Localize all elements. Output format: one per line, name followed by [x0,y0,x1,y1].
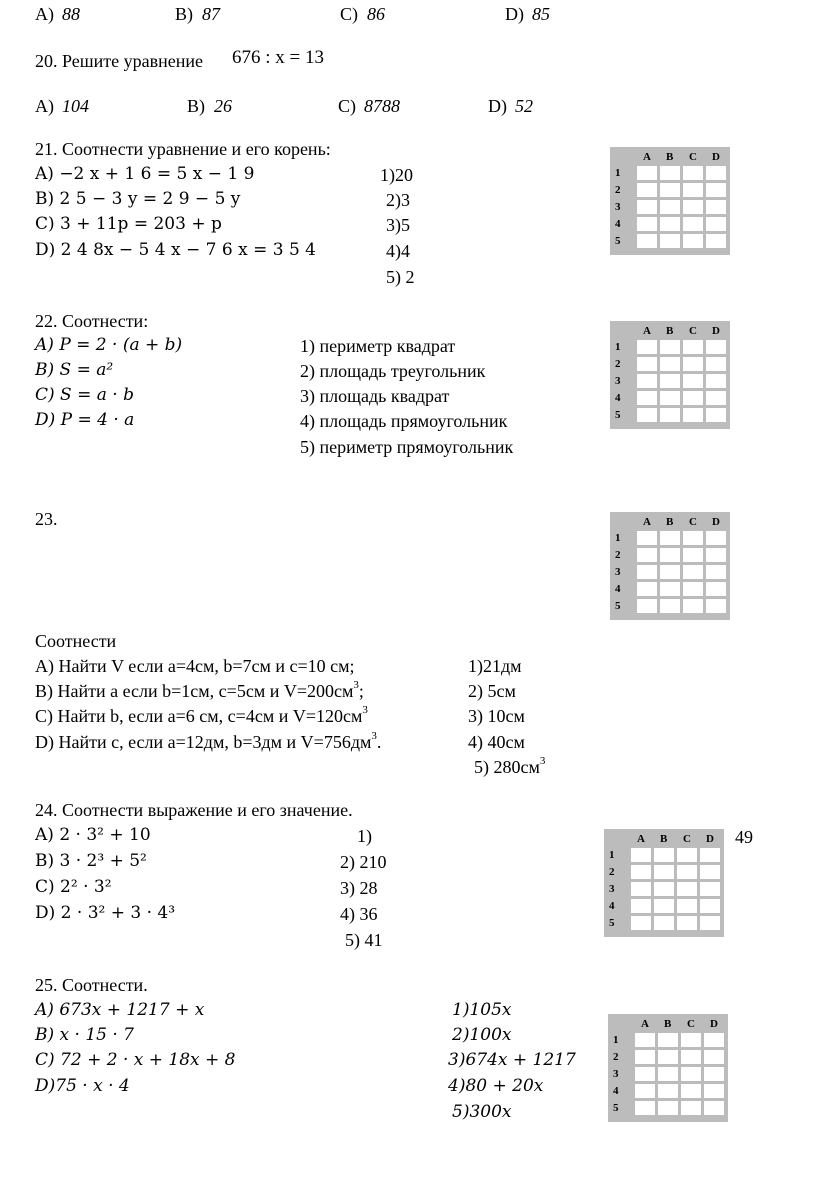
q19-b: 87 [202,4,220,24]
q24-answer-grid [604,829,724,937]
q21-title: 21. Соотнести уравнение и его корень: [35,139,331,159]
q23-number: 23. [35,509,58,529]
q20-b: 26 [214,96,232,116]
q25-right-4: 4)80 + 20x [448,1076,544,1096]
grid-cell [637,357,657,371]
grid-row-label: 2 [615,184,621,196]
q21-right-4: 4)4 [386,241,410,261]
grid-cell [654,865,674,879]
grid-row-label: 3 [615,201,621,213]
grid-cell [706,531,726,545]
grid-cell [635,1101,655,1115]
grid-col-header: B [660,833,668,845]
grid-row-label: 4 [613,1085,619,1097]
grid-row-label: 3 [613,1068,619,1080]
q21-left-c: C) 3 + 11p = 203 + p [35,214,222,234]
q25-left-c: C) 72 + 2 · x + 18x + 8 [35,1050,236,1070]
grid-cell [658,1050,678,1064]
grid-col-header: C [689,325,697,337]
q25-left-b: B) x · 15 · 7 [35,1025,134,1045]
q20-d: 52 [515,96,533,116]
grid-col-header: C [689,151,697,163]
grid-cell [637,531,657,545]
q24-right-2: 2) 210 [340,852,387,872]
q22-title: 22. Соотнести: [35,311,149,331]
grid-cell [706,217,726,231]
grid-cell [706,582,726,596]
grid-cell [683,200,703,214]
grid-cell [637,408,657,422]
q21-left-a: A) −2 x + 1 6 = 5 x − 1 9 [35,164,255,184]
grid-cell [683,217,703,231]
grid-row-label: 2 [613,1051,619,1063]
grid-cell [660,548,680,562]
grid-cell [683,357,703,371]
grid-col-header: A [637,833,645,845]
grid-cell [683,374,703,388]
q22-right-4: 4) площадь прямоугольник [300,411,508,431]
q25-right-2: 2)100x [452,1025,512,1045]
grid-cell [637,548,657,562]
grid-cell [683,340,703,354]
grid-cell [706,374,726,388]
q23-right-1: 1)21дм [468,656,522,676]
grid-cell [635,1050,655,1064]
grid-cell [683,582,703,596]
grid-cell [704,1050,724,1064]
grid-cell [660,582,680,596]
q22-left-c: C) S = a · b [35,385,134,405]
q23-title: Соотнести [35,631,117,651]
grid-cell [637,200,657,214]
q21-left-b: B) 2 5 − 3 y = 2 9 − 5 y [35,189,241,209]
grid-cell [637,340,657,354]
grid-cell [660,340,680,354]
grid-cell [658,1101,678,1115]
grid-row-label: 4 [609,900,615,912]
grid-cell [635,1033,655,1047]
grid-cell [637,391,657,405]
grid-cell [677,899,697,913]
q25-title: 25. Соотнести. [35,975,148,995]
grid-cell [654,899,674,913]
grid-cell [681,1067,701,1081]
grid-col-header: D [712,151,720,163]
grid-cell [706,234,726,248]
grid-cell [706,548,726,562]
grid-cell [631,848,651,862]
grid-row-label: 5 [615,235,621,247]
grid-col-header: C [687,1018,695,1030]
grid-col-header: A [643,516,651,528]
grid-row-label: 3 [609,883,615,895]
grid-cell [637,183,657,197]
q22-left-b: B) S = a² [35,360,114,380]
q19-d-label: D) [505,4,524,24]
q24-left-b: B) 3 · 2³ + 5² [35,851,147,871]
grid-cell [681,1050,701,1064]
grid-cell [637,166,657,180]
grid-cell [660,357,680,371]
q22-answer-grid [610,321,730,429]
grid-col-header: B [664,1018,672,1030]
grid-cell [683,565,703,579]
grid-cell [704,1067,724,1081]
q22-left-a: A) P = 2 · (a + b) [35,335,183,355]
grid-row-label: 3 [615,375,621,387]
q25-right-5: 5)300x [452,1102,512,1122]
q23-right-3: 3) 10см [468,706,525,726]
q25-left-a: A) 673x + 1217 + x [35,1000,205,1020]
grid-cell [654,916,674,930]
q22-right-3: 3) площадь квадрат [300,386,450,406]
grid-cell [658,1067,678,1081]
grid-cell [677,848,697,862]
grid-cell [637,374,657,388]
grid-row-label: 1 [615,341,621,353]
grid-col-header: A [643,151,651,163]
q24-left-c: C) 2² · 3² [35,877,112,897]
grid-cell [704,1033,724,1047]
grid-cell [700,882,720,896]
grid-cell [706,391,726,405]
q21-left-d: D) 2 4 8x − 5 4 x − 7 6 x = 3 5 4 [35,240,316,260]
grid-row-label: 5 [609,917,615,929]
q20-a: 104 [62,96,89,116]
grid-cell [683,166,703,180]
grid-cell [681,1101,701,1115]
grid-cell [637,582,657,596]
q21-right-2: 2)3 [386,190,410,210]
grid-cell [706,166,726,180]
q23-right-2: 2) 5см [468,681,516,701]
q20-d-label: D) [488,96,507,116]
grid-cell [660,217,680,231]
grid-cell [660,565,680,579]
q19-d: 85 [532,4,550,24]
grid-cell [631,899,651,913]
q19-b-label: B) [175,4,193,24]
grid-row-label: 1 [609,849,615,861]
q24-right-4: 4) 36 [340,904,378,924]
grid-row-label: 4 [615,583,621,595]
grid-cell [660,408,680,422]
q19-a: 88 [62,4,80,24]
grid-col-header: B [666,151,674,163]
grid-row-label: 4 [615,392,621,404]
grid-row-label: 5 [615,600,621,612]
q20-text: 20. Решите уравнение [35,51,203,71]
q24-right-3: 3) 28 [340,878,378,898]
grid-cell [660,599,680,613]
grid-col-header: D [706,833,714,845]
grid-cell [660,183,680,197]
q23-left-b: B) Найти a если b=1см, с=5см и $V=200см^3$; [35,679,364,701]
q21-answer-grid [610,147,730,255]
grid-row-label: 2 [615,549,621,561]
grid-cell [706,340,726,354]
grid-cell [637,565,657,579]
grid-cell [683,408,703,422]
grid-cell [683,599,703,613]
grid-cell [677,865,697,879]
q20-b-label: B) [187,96,205,116]
q24-left-d: D) 2 · 3² + 3 · 4³ [35,903,176,923]
q24-right-1: 1) [357,826,372,846]
q20-a-label: A) [35,96,54,116]
grid-col-header: D [710,1018,718,1030]
q24-left-a: A) 2 · 3² + 10 [35,825,151,845]
grid-col-header: D [712,325,720,337]
grid-row-label: 5 [613,1102,619,1114]
grid-col-header: C [683,833,691,845]
q19-a-label: A) [35,4,54,24]
q22-left-d: D) P = 4 · a [35,410,135,430]
q25-right-1: 1)105x [452,1000,512,1020]
grid-cell [637,234,657,248]
grid-row-label: 1 [613,1034,619,1046]
q25-left-d: D)75 · x · 4 [35,1076,130,1096]
grid-cell [660,234,680,248]
q24-title: 24. Соотнести выражение и его значение. [35,800,353,820]
grid-cell [658,1033,678,1047]
grid-cell [683,391,703,405]
grid-cell [660,374,680,388]
grid-cell [637,599,657,613]
q23-right-5: 5) $280см^3$ [474,755,546,777]
grid-cell [683,548,703,562]
grid-cell [700,899,720,913]
grid-row-label: 5 [615,409,621,421]
grid-row-label: 2 [615,358,621,370]
grid-cell [637,217,657,231]
q22-right-1: 1) периметр квадрат [300,336,456,356]
q25-right-3: 3)674x + 1217 [448,1050,576,1070]
grid-cell [681,1033,701,1047]
grid-cell [683,531,703,545]
q22-right-5: 5) периметр прямоугольник [300,437,514,457]
grid-col-header: B [666,516,674,528]
grid-cell [704,1084,724,1098]
q21-right-5: 5) 2 [386,267,415,287]
grid-cell [677,916,697,930]
grid-row-label: 3 [615,566,621,578]
grid-cell [660,531,680,545]
grid-cell [706,357,726,371]
q23-left-a: A) Найти V если a=4см, b=7см и с=10 см; [35,656,355,676]
grid-cell [706,599,726,613]
grid-cell [654,848,674,862]
grid-cell [660,166,680,180]
grid-col-header: C [689,516,697,528]
grid-row-label: 1 [615,532,621,544]
grid-cell [706,183,726,197]
grid-cell [677,882,697,896]
q23-answer-grid [610,512,730,620]
grid-col-header: B [666,325,674,337]
q19-c: 86 [367,4,385,24]
grid-cell [700,916,720,930]
q24-right-5: 5) 41 [345,930,383,950]
grid-cell [635,1067,655,1081]
grid-cell [706,565,726,579]
grid-cell [635,1084,655,1098]
q23-right-4: 4) 40см [468,732,525,752]
grid-row-label: 1 [615,167,621,179]
grid-col-header: A [641,1018,649,1030]
q21-right-3: 3)5 [386,215,410,235]
q20-c: 8788 [364,96,400,116]
q21-right-1: 1)20 [380,165,413,185]
grid-cell [654,882,674,896]
q20-c-label: C) [338,96,356,116]
grid-cell [658,1084,678,1098]
q25-answer-grid [608,1014,728,1122]
grid-col-header: D [712,516,720,528]
grid-row-label: 4 [615,218,621,230]
grid-cell [683,183,703,197]
grid-cell [706,200,726,214]
grid-cell [706,408,726,422]
q19-c-label: C) [340,4,358,24]
q23-left-d: D) Найти с, если a=12дм, b=3дм и $V=756дм^3$. [35,730,382,752]
grid-cell [683,234,703,248]
grid-cell [660,200,680,214]
grid-cell [700,848,720,862]
grid-cell [631,882,651,896]
grid-cell [704,1101,724,1115]
grid-cell [631,916,651,930]
grid-cell [700,865,720,879]
q23-left-c: C) Найти b, если a=6 см, с=4см и $V=120см^3$ [35,704,368,726]
grid-col-header: A [643,325,651,337]
q20-equation: 676 : x = 13 [232,47,324,68]
grid-cell [660,391,680,405]
grid-row-label: 2 [609,866,615,878]
grid-cell [631,865,651,879]
q24-stray-value: 49 [735,827,753,847]
q22-right-2: 2) площадь треугольник [300,361,486,381]
grid-cell [681,1084,701,1098]
